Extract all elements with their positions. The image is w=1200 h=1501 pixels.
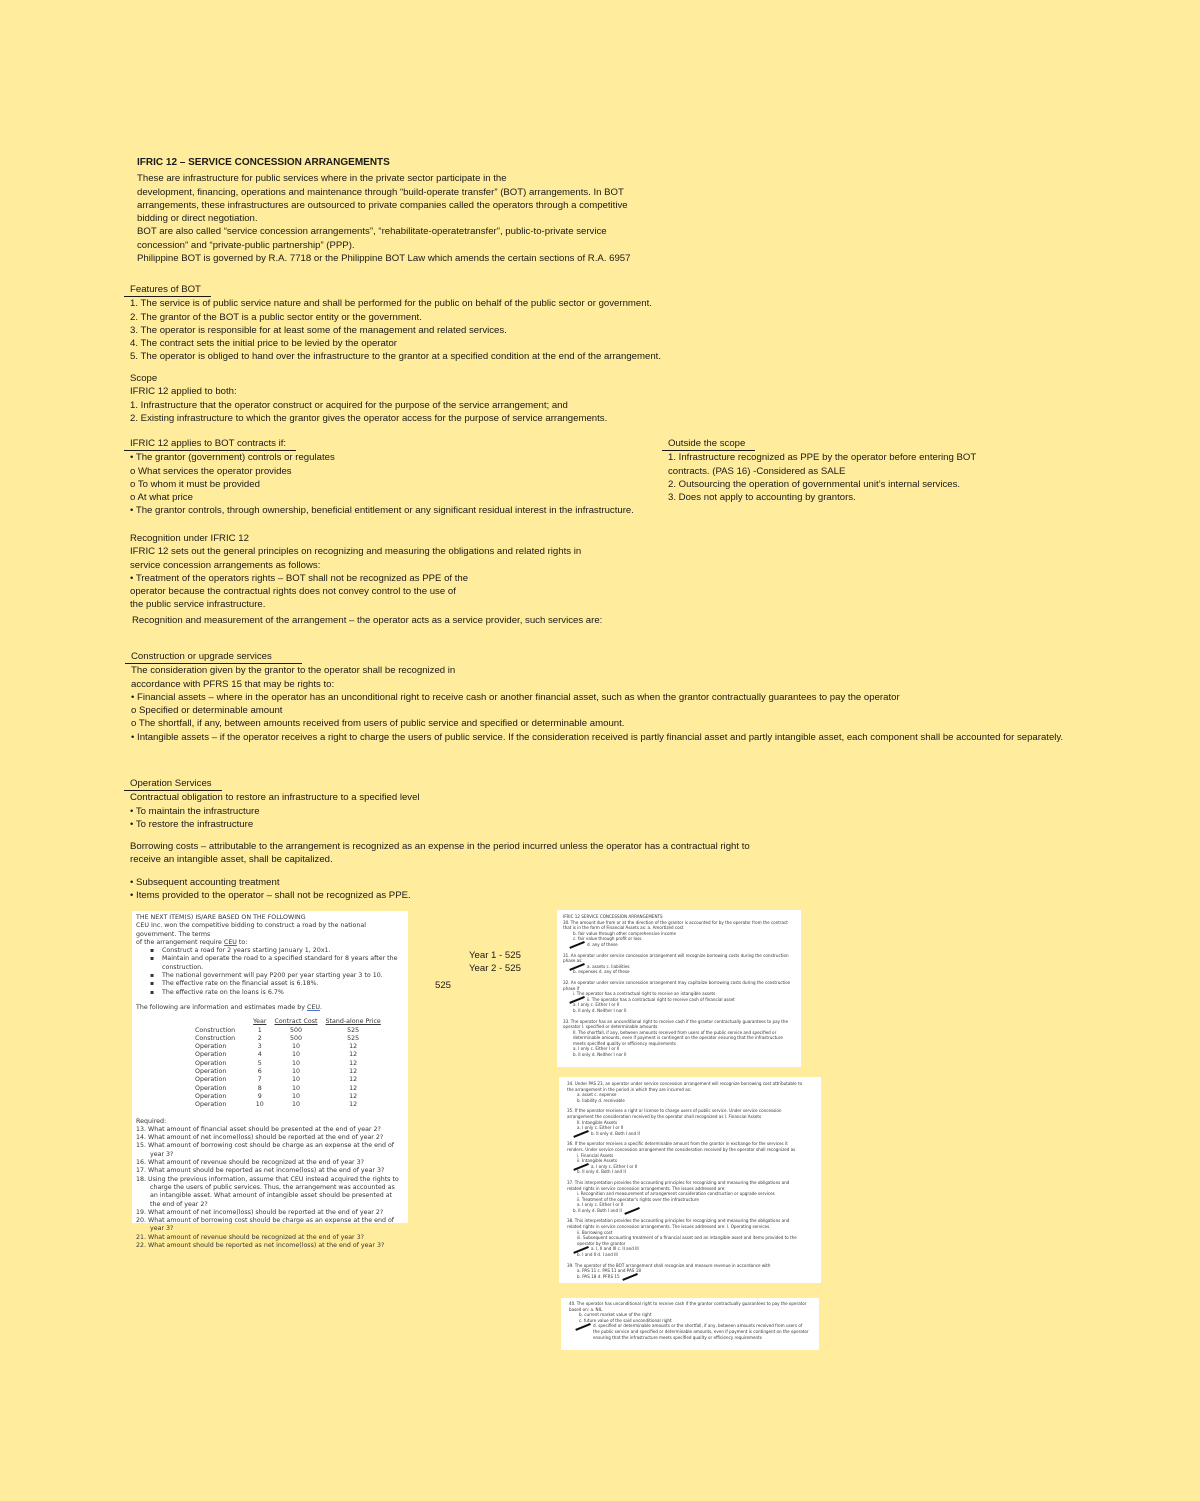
problem-heading: THE NEXT ITEM(S) IS/ARE BASED ON THE FOLLOWING (136, 914, 306, 921)
construction-section (131, 650, 1063, 744)
question-item: 22. What amount should be reported as net income(loss) at the end of year 3? (136, 1241, 385, 1249)
quiz-item: 38. This interpretation provides the accounting principles for recognizing and measuring the obligations and related rights in service concession arrangements. The issues addressed are: I. Operating services ii. Borrowing cost iii. Subsequent accounting treatment of a financial asset and an intangible asset and items provided to the operator by the grantor a. I, II and III c. II and III b. I and II d. I and III (567, 1218, 797, 1258)
question-item: 21. What amount of revenue should be recognized at the end of year 3? (136, 1233, 365, 1241)
recognition-section (130, 532, 602, 627)
table-row: Construction 2 500 525 (195, 1034, 360, 1042)
feature-item: 5. The operator is obliged to hand over the infrastructure to the grantor at a specified condition at the end of the arrangement. (130, 351, 662, 363)
intro-line: concession” and “private-public partnership” (PPP). (137, 239, 355, 251)
recognition-line: the public service infrastructure. (130, 599, 266, 611)
construction-line: accordance with PFRS 15 that may be rights to: (131, 678, 335, 690)
outside-line: 2. Outsourcing the operation of governmental unit’s internal services. (668, 478, 961, 490)
quiz-heading: IFRIC 12 SERVICE CONCESSION ARRANGEMENTS (563, 914, 663, 919)
feature-item: 4. The contract sets the initial price to be levied by the operator (130, 338, 397, 350)
table-row: Operation 5 10 12 (195, 1059, 358, 1067)
scope-heading: Scope (130, 373, 158, 384)
recognition-line: • Treatment of the operators rights – BOT shall not be recognized as PPE of the (130, 572, 469, 584)
recognition-line: service concession arrangements as follows: (130, 559, 321, 571)
applies-line: • The grantor (government) controls or regulates (130, 452, 335, 464)
quiz-item: 35. If the operator receives a right or license to charge users of public service. Under service concession arrangement the consideration received by the operator shall recognized as I. Financial Assets II. Intangible Assets a. I only c. Either I or II b. II only d. Both I and II (567, 1108, 782, 1136)
quiz-panel-1 (557, 910, 801, 1067)
applies-heading: IFRIC 12 applies to BOT contracts if: (124, 437, 296, 451)
quiz-item: 36. If the operator receives a specific determinable amount from the grantor in exchange for the services it renders. Under service concession arrangement the consideration received by the operator shall recognized as i. Financial Assets ii. Intangible Assets a. I only c. Either I or II b. II only d. Both I and II (567, 1141, 796, 1175)
scope-line: 2. Existing infrastructure to which the grantor gives the operator access for the purpose of service arrangements. (130, 412, 608, 424)
construction-line: o Specified or determinable amount (131, 705, 283, 717)
intro-line: arrangements, these infrastructures are outsourced to private companies called the operators through a competitive (137, 199, 628, 211)
question-item: 13. What amount of financial asset should be presented at the end of year 2? (136, 1125, 381, 1133)
intro-line: BOT are also called “service concession arrangements”, “rehabilitate-operatetransfer”, public-to-private service (137, 226, 607, 238)
outside-scope-section (668, 437, 976, 504)
intro-line: development, financing, operations and maintenance through “build-operate transfer” (BOT) arrangements. In BOT (137, 186, 624, 198)
question-item: 19. What amount of net income(loss) should be reported at the end of year 2? (136, 1208, 384, 1216)
outside-scope-heading: Outside the scope (662, 437, 755, 451)
table-row: Operation 10 10 12 (195, 1101, 358, 1109)
table-row: Operation 3 10 12 (195, 1043, 358, 1051)
table-row: Operation 4 10 12 (195, 1051, 358, 1059)
table-row: Operation 6 10 12 (195, 1068, 358, 1076)
measurement-line: Recognition and measurement of the arrangement – the operator acts as a service provider, such services are: (132, 614, 603, 626)
quiz-item: 30. The amount due from or at the direction of the grantor is accounted for by the operator from the contract that is in the form of Financial Assets as: a. Amortized cost b. fair value through other comprehensive income c. fair value through profit or loss d. any of these (563, 919, 788, 947)
note-year1: Year 1 - 525 (469, 950, 521, 961)
quiz-item: 37. This interpretation provides the accounting principles for recognizing and measuring the obligations and related rights in service concession arrangements. The issues addressed are: i. Recognition and measurement of arrangement consideration construction or upgrade services ii. Treatment of the operator's rights over the infrastructure a. I only c. Either I or II b. II only d. Both I and II (567, 1179, 790, 1213)
scope-line: 1. Infrastructure that the operator construct or acquired for the purpose of the service arrangement; and (130, 399, 568, 411)
note-year2: Year 2 - 525 (469, 963, 521, 974)
quiz-item: 31. An operator under service concession arrangement will recognize borrowing costs during the construction phase as: a. assets c. liabilities b. expenses d. any of these (563, 952, 789, 975)
construction-line: • Financial assets – where in the operator has an unconditional right to receive cash or another financial asset, such as when the grantor contractually guarantees to pay the operator (131, 691, 900, 703)
intro-line: These are infrastructure for public services where in the private sector participate in the (137, 173, 507, 185)
table-row: Construction 1 500 525 (195, 1026, 360, 1034)
answer-mark-icon (569, 941, 584, 948)
subsequent-line: • Items provided to the operator – shall not be recognized as PPE. (130, 890, 411, 902)
problem-bullet: ▪ Construct a road for 2 years starting January 1, 20x1. (150, 947, 404, 955)
table-row: Operation 9 10 12 (195, 1092, 358, 1100)
construction-line: o The shortfall, if any, between amounts received from users of public service and specified or determinable amount. (131, 718, 625, 730)
page-title: IFRIC 12 – SERVICE CONCESSION ARRANGEMENTS (137, 157, 390, 168)
table-row: Operation 8 10 12 (195, 1084, 358, 1092)
applies-line: o To whom it must be provided (130, 478, 260, 490)
note-total: 525 (435, 980, 452, 991)
applies-line: o What services the operator provides (130, 465, 292, 477)
problem-bullet: ▪ Maintain and operate the road to a specified standard for 8 years after the construction. (150, 955, 404, 972)
recognition-line: Recognition under IFRIC 12 (130, 533, 249, 544)
outside-line: 3. Does not apply to accounting by grantors. (668, 492, 856, 504)
operation-line: • To restore the infrastructure (130, 818, 254, 830)
scope-section (130, 372, 607, 425)
construction-line: • Intangible assets – if the operator receives a right to charge the users of public service. If the consideration received is partly financial asset and partly intangible asset, each component shall be accounted for separately. (131, 731, 1064, 743)
info-line: The following are information and estimates made by CEU. (136, 1003, 322, 1011)
construction-heading: Construction or upgrade services (125, 650, 302, 664)
required-label: Required: (136, 1117, 167, 1125)
answer-mark-icon (575, 1323, 590, 1330)
applies-line: o At what price (130, 492, 193, 504)
table-row: Operation 7 10 12 (195, 1076, 358, 1084)
applies-line: • The grantor controls, through ownership, beneficial entitlement or any significant residual interest in the infrastructure. (130, 505, 634, 517)
subsequent-line: • Subsequent accounting treatment (130, 876, 280, 888)
problem-intro: CEU Inc. won the competitive bidding to construct a road by the national government. The terms of the arrangement require CEU to: (136, 922, 366, 946)
problem-bullet: ▪ The national government will pay P200 per year starting year 3 to 10. (150, 972, 404, 980)
feature-item: 2. The grantor of the BOT is a public sector entity or the government. (130, 311, 422, 323)
applies-section (130, 437, 634, 518)
problem-bullet: ▪ The effective rate on the financial asset is 6.18%. (150, 980, 404, 988)
intro-section (137, 156, 630, 265)
operation-line: Contractual obligation to restore an infrastructure to a specified level (130, 792, 420, 804)
quiz-item: 40. The operator has unconditional right to receive cash if the grantor contractually guarantees to pay the operator based on: a. NIL b. current market value of the right c. future value of the said unconditional right d. specified or determinable amounts or the shortfall, if any, between amounts received from users of the public service and specified or determinable amounts, even if payment is contingent on the operator ensuring that the infrastructure meets specified quality or efficiency requirements (569, 1301, 809, 1340)
question-item: 15. What amount of borrowing cost should be charge as an expense at the end of year 3? (136, 1142, 395, 1158)
table-header: Year Contract Cost Stand-alone Price (253, 1018, 381, 1026)
outside-line: 1. Infrastructure recognized as PPE by the operator before entering BOT (668, 452, 977, 464)
question-list (136, 1126, 404, 1250)
problem-bullets (136, 947, 404, 997)
feature-item: 3. The operator is responsible for at least some of the management and related services. (130, 324, 507, 336)
quiz-item: 33. The operator has an unconditional right to receive cash if the grantor contractually guarantees to pay the operator I. specified or determinable amounts II. The shortfall, if any, between amounts received from users of the public service and specified or determinable amounts, even if payment is contingent on the operator ensuring that the infrastructure meets specified quality or efficiency requirements a. I only c. Either I or II b. II only d. Neither I nor II (563, 1018, 789, 1058)
operation-section (130, 777, 750, 902)
problem-bullet: ▪ The effective rate on the loans is 6.7% (150, 989, 404, 997)
question-item: 17. What amount should be reported as net income(loss) at the end of year 3? (136, 1167, 385, 1175)
intro-line: Philippine BOT is governed by R.A. 7718 or the Philippine BOT Law which amends the certain sections of R.A. 6957 (137, 253, 631, 265)
quiz-item: 32. An operator under service concession arrangement may capitalize borrowing costs during the construction phase if i. The operator has a contractual right to receive an intangible assets ii. The operator has a contractual right to receive cash of financial asset a. I only c. Either I or II b. II only d. Neither I nor II (563, 979, 791, 1013)
answer-mark-icon (622, 1273, 637, 1280)
quiz-item: 34. Under PAS 23, an operator under service concession arrangement will recognize borrowing cost attributable to the arrangement in the period in which they are incurred as: a. asset c. expense b. liability d. receivable (567, 1081, 803, 1103)
outside-line: contracts. (PAS 16) -Considered as SALE (668, 465, 846, 477)
quiz-panel-2 (559, 1077, 821, 1283)
question-item: 16. What amount of revenue should be recognized at the end of year 3? (136, 1159, 365, 1167)
operation-heading: Operation Services (124, 777, 222, 791)
construction-line: The consideration given by the grantor to the operator shall be recognized in (131, 665, 456, 677)
features-section (130, 283, 661, 364)
feature-item: 1. The service is of public service nature and shall be performed for the public on behalf of the public sector or government. (130, 298, 652, 310)
intro-line: bidding or direct negotiation. (137, 213, 258, 225)
recognition-line: IFRIC 12 sets out the general principles on recognizing and measuring the obligations and related rights in (130, 546, 582, 558)
problem-panel (132, 911, 408, 1249)
borrowing-line: Borrowing costs – attributable to the arrangement is recognized as an expense in the period incurred unless the operator has a contractual right to (130, 841, 750, 853)
borrowing-line: receive an intangible asset, shall be capitalized. (130, 854, 333, 866)
quiz-item: 39. The operator of the BOT arrangement shall recognize and measure revenue in accordance with a. PAS 11 c. PAS 11 and PAS 18 b. PAS 18 d. PFRS 15 (567, 1262, 771, 1279)
question-item: 18. Using the previous information, assume that CEU instead acquired the rights to charge the users of public services. Thus, the arrangement was accounted as an intangible asset. What amount of intangible asset should be presented at the end of year 2? (136, 1175, 399, 1208)
operation-line: • To maintain the infrastructure (130, 805, 260, 817)
estimates-table (191, 1018, 385, 1109)
question-item: 20. What amount of borrowing cost should be charge as an expense at the end of year 3? (136, 1217, 395, 1233)
recognition-line: operator because the contractual rights does not convey control to the use of (130, 586, 456, 598)
quiz-panel-3 (561, 1298, 819, 1350)
features-heading: Features of BOT (124, 283, 211, 297)
question-item: 14. What amount of net income(loss) should be reported at the end of year 2? (136, 1134, 384, 1142)
scope-line: IFRIC 12 applied to both: (130, 386, 237, 398)
